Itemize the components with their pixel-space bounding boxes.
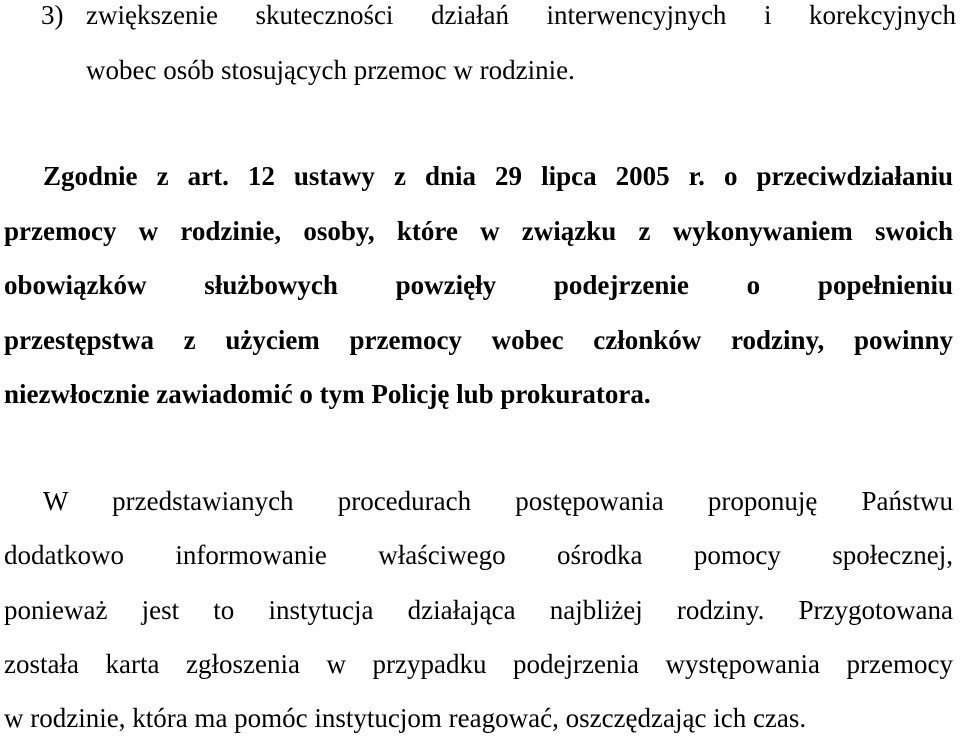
bold-paragraph-line-2: przemocy w rodzinie, osoby, które w związku z wykonywaniem swoich <box>4 216 953 246</box>
list-item-text-line-1: zwiększenie skuteczności działań interwencyjnych i korekcyjnych <box>86 0 956 30</box>
bold-paragraph-line-3: obowiązków służbowych powzięły podejrzenie o popełnieniu <box>4 270 953 300</box>
regular-paragraph-line-4: została karta zgłoszenia w przypadku podejrzenia występowania przemocy <box>4 649 953 679</box>
regular-paragraph-line-3: ponieważ jest to instytucja działająca najbliżej rodziny. Przygotowana <box>4 595 953 625</box>
bold-paragraph-line-5: niezwłocznie zawiadomić o tym Policję lub prokuratora. <box>4 379 651 409</box>
list-item-3 <box>0 0 960 31</box>
list-item-number: 3) <box>41 0 64 30</box>
regular-paragraph-line-2: dodatkowo informowanie właściwego ośrodka pomocy społecznej, <box>4 540 953 570</box>
regular-paragraph-line-1: W przedstawianych procedurach postępowania proponuję Państwu <box>43 486 953 516</box>
list-item-text-line-2: wobec osób stosujących przemoc w rodzinie. <box>86 55 575 85</box>
regular-paragraph-line-5: w rodzinie, która ma pomóc instytucjom reagować, oszczędzając ich czas. <box>4 703 807 733</box>
bold-paragraph-line-4: przestępstwa z użyciem przemocy wobec członków rodziny, powinny <box>4 325 953 355</box>
list-item-continuation <box>86 54 575 86</box>
bold-paragraph-line-1: Zgodnie z art. 12 ustawy z dnia 29 lipca 2005 r. o przeciwdziałaniu <box>43 161 953 191</box>
